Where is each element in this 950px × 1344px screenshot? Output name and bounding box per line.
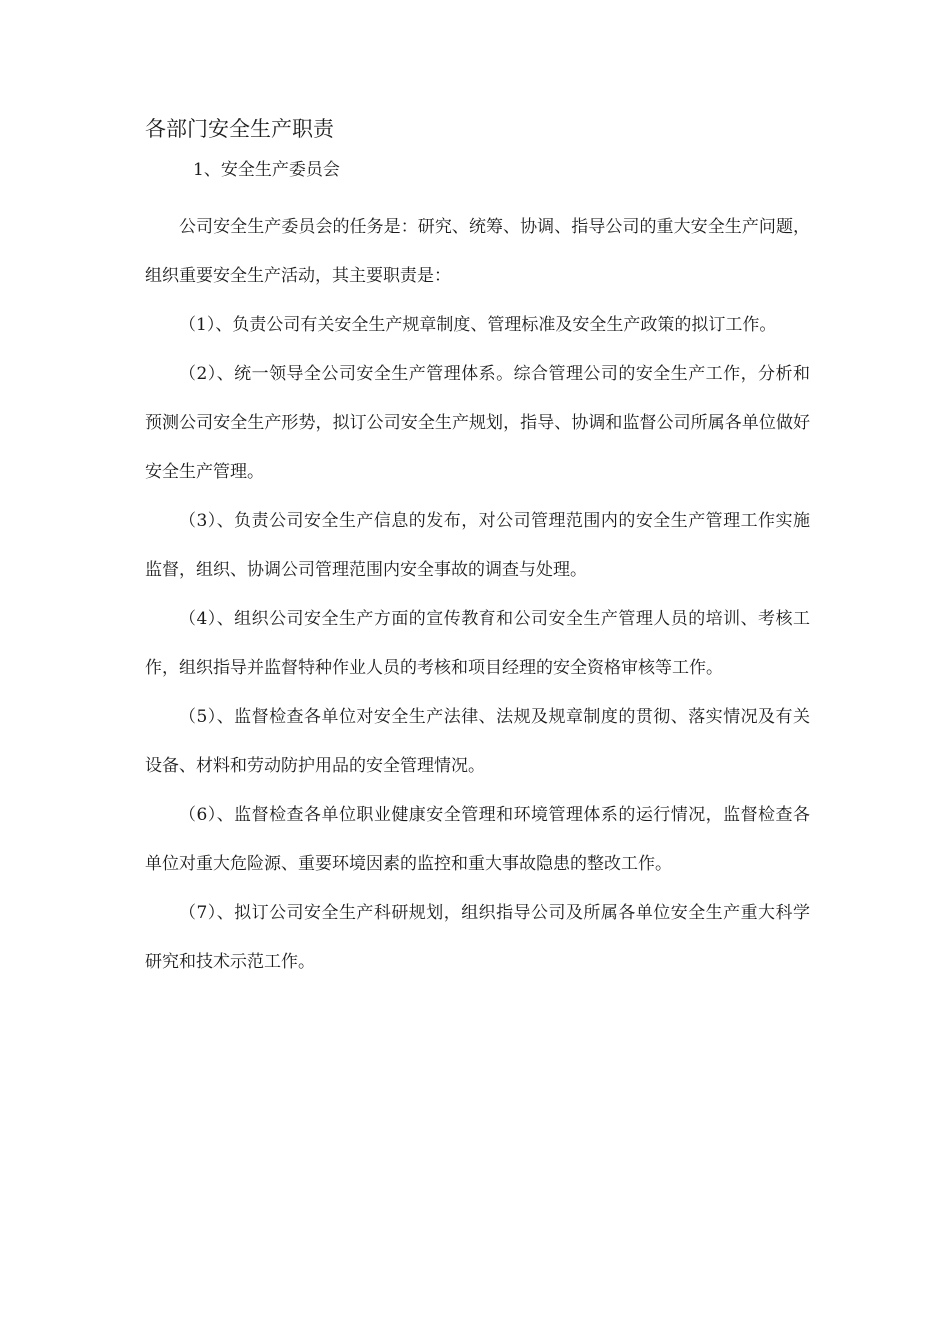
- duty-paragraph-7: （7）、拟订公司安全生产科研规划，组织指导公司及所属各单位安全生产重大科学研究和技术示范工作。: [145, 903, 810, 972]
- intro-paragraph: 公司安全生产委员会的任务是：研究、统筹、协调、指导公司的重大安全生产问题，组织重要安全生产活动，其主要职责是：: [145, 217, 810, 286]
- duty-paragraph-1: （1）、负责公司有关安全生产规章制度、管理标准及安全生产政策的拟订工作。: [179, 315, 777, 335]
- document-title: 各部门安全生产职责: [145, 117, 334, 141]
- duty-paragraph-6: （6）、监督检查各单位职业健康安全管理和环境管理体系的运行情况，监督检查各单位对重大危险源、重要环境因素的监控和重大事故隐患的整改工作。: [145, 805, 810, 874]
- duty-paragraph-5: （5）、监督检查各单位对安全生产法律、法规及规章制度的贯彻、落实情况及有关设备、材料和劳动防护用品的安全管理情况。: [145, 707, 810, 776]
- section-heading: 1、安全生产委员会: [193, 160, 340, 180]
- duty-paragraph-4: （4）、组织公司安全生产方面的宣传教育和公司安全生产管理人员的培训、考核工作，组织指导并监督特种作业人员的考核和项目经理的安全资格审核等工作。: [145, 609, 810, 678]
- duty-paragraph-3: （3）、负责公司安全生产信息的发布，对公司管理范围内的安全生产管理工作实施监督，组织、协调公司管理范围内安全事故的调查与处理。: [145, 511, 810, 580]
- duty-paragraph-2: （2）、统一领导全公司安全生产管理体系。综合管理公司的安全生产工作，分析和预测公司安全生产形势，拟订公司安全生产规划，指导、协调和监督公司所属各单位做好安全生产管理。: [145, 364, 810, 482]
- document-body: [145, 203, 810, 987]
